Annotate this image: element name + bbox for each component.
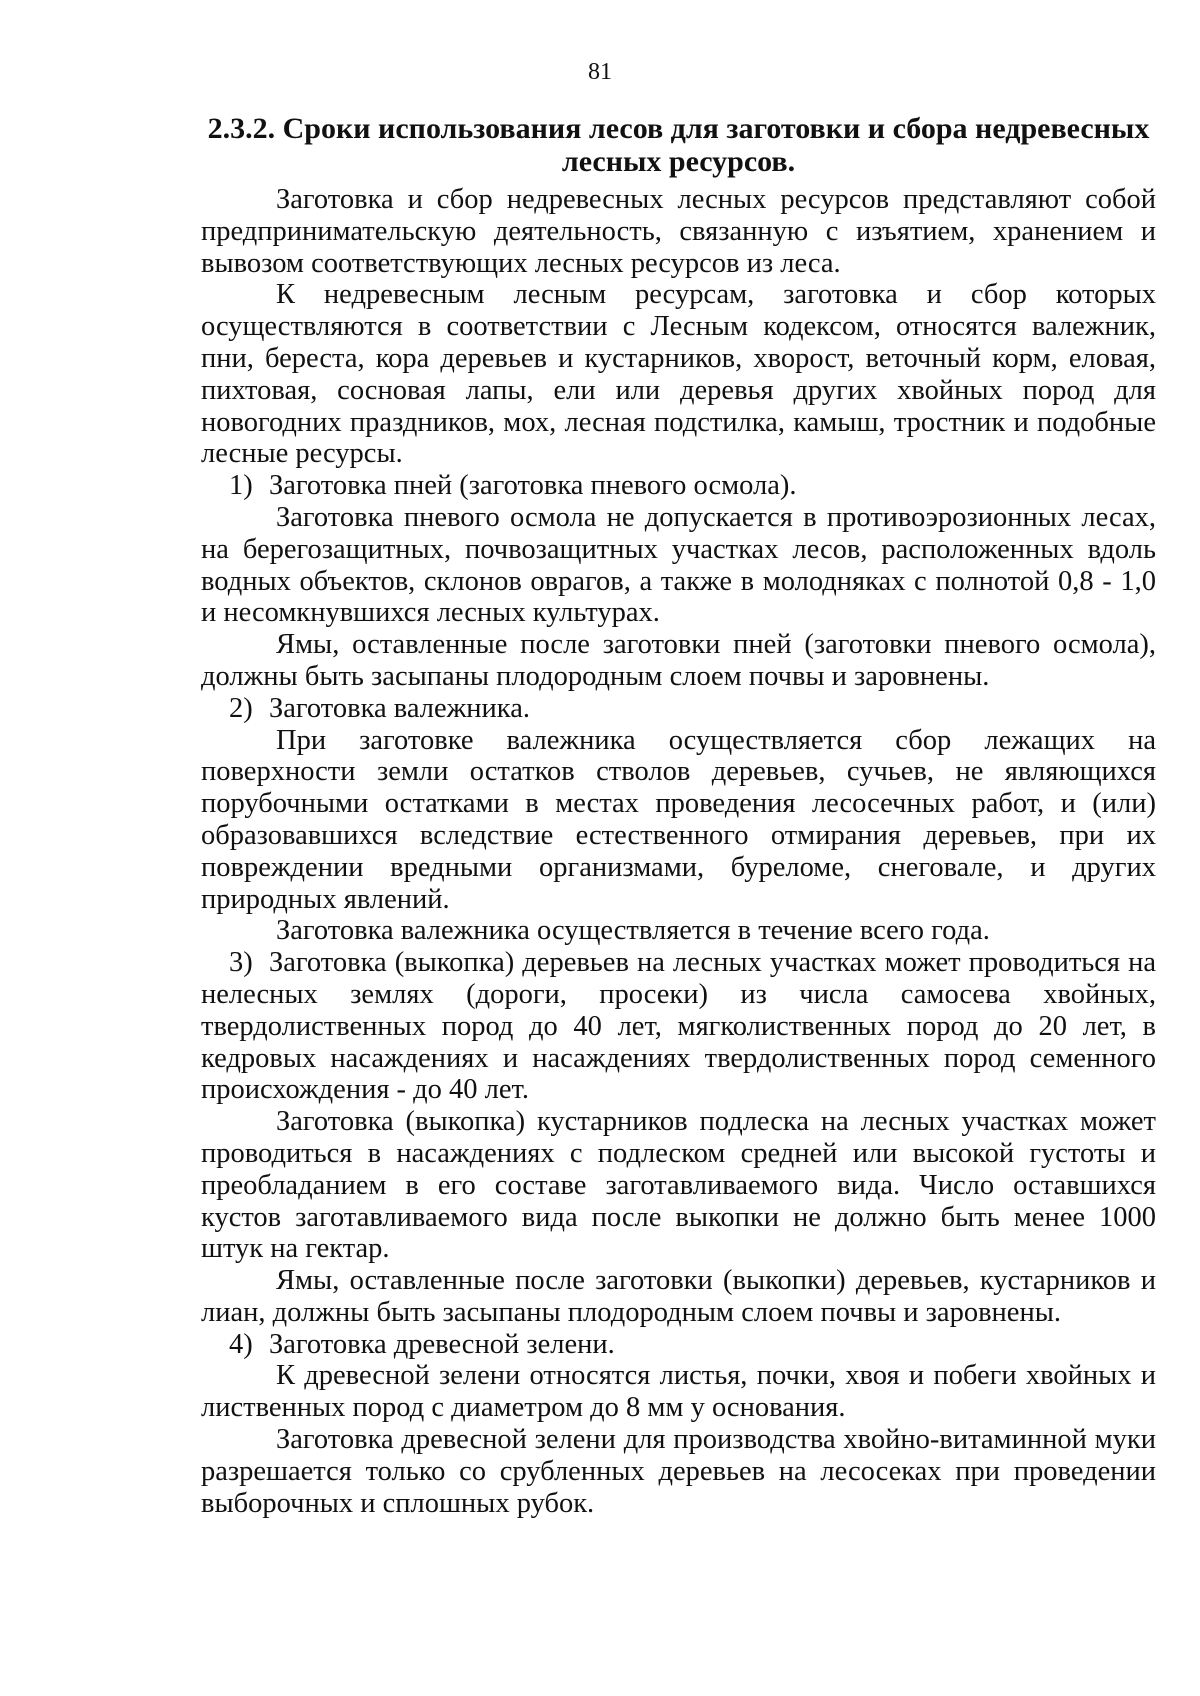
page-number: 81	[588, 59, 612, 85]
paragraph: К древесной зелени относятся листья, почки, хвоя и побеги хвойных и лиственных пород с диаметром до 8 мм у основания.	[201, 1360, 1156, 1424]
numbered-item	[201, 693, 1156, 725]
numbered-item	[201, 470, 1156, 502]
item-text: Заготовка (выкопка) деревьев на лесных участках может проводиться на нелесных землях (дороги, просеки) из числа самосева хвойных, твердолиственных пород до 40 лет, мягколиственных пород до 20 лет, в кедровых насаждениях и насаждениях твердолиственных пород семенного происхождения - до 40 лет.	[201, 947, 1156, 1106]
paragraph: При заготовке валежника осуществляется сбор лежащих на поверхности земли остатков стволов деревьев, сучьев, не являющихся порубочными остатками в местах проведения лесосечных работ, и (или) образовавшихся вследствие естественного отмирания деревьев, при их повреждении вредными организмами, буреломе, снеговале, и других природных явлений.	[201, 724, 1156, 915]
item-text: Заготовка древесной зелени.	[269, 1328, 615, 1360]
numbered-item	[201, 947, 1156, 1106]
item-text: Заготовка валежника.	[269, 692, 530, 724]
item-text: Заготовка пней (заготовка пневого осмола).	[269, 470, 797, 502]
paragraph: Заготовка пневого осмола не допускается в противоэрозионных лесах, на берегозащитных, почвозащитных участках лесов, расположенных вдоль водных объектов, склонов оврагов, а также в молодняках с полнотой 0,8 - 1,0 и несомкнувшихся лесных культурах.	[201, 501, 1156, 629]
paragraph: Ямы, оставленные после заготовки (выкопки) деревьев, кустарников и лиан, должны быть засыпаны плодородным слоем почвы и заровнены.	[201, 1265, 1156, 1328]
paragraph: К недревесным лесным ресурсам, заготовка и сбор которых осуществляются в соответствии с Лесным кодексом, относятся валежник, пни, береста, кора деревьев и кустарников, хворост, веточный корм, еловая, пихтовая, сосновая лапы, ели или деревья других хвойных пород для новогодних праздников, мох, лесная подстилка, камыш, тростник и подобные лесные ресурсы.	[201, 279, 1156, 470]
section-heading: 2.3.2. Сроки использования лесов для заготовки и сбора недревесных лесных ресурсов.	[207, 112, 1150, 178]
numbered-item	[201, 1329, 1156, 1361]
item-number: 4)	[229, 1328, 253, 1360]
paragraph: Ямы, оставленные после заготовки пней (заготовки пневого осмола), должны быть засыпаны плодородным слоем почвы и заровнены.	[201, 629, 1156, 692]
item-number: 3)	[229, 947, 253, 979]
paragraph: Заготовка древесной зелени для производства хвойно-витаминной муки разрешается только со срубленных деревьев на лесосеках при проведении выборочных и сплошных рубок.	[201, 1424, 1156, 1519]
item-number: 1)	[229, 470, 253, 502]
paragraph: Заготовка валежника осуществляется в течение всего года.	[276, 915, 990, 947]
text-blocks	[201, 184, 1156, 1519]
item-number: 2)	[229, 692, 253, 724]
paragraph: Заготовка и сбор недревесных лесных ресурсов представляют собой предпринимательскую деятельность, связанную с изъятием, хранением и вывозом соответствующих лесных ресурсов из леса.	[201, 184, 1156, 279]
paragraph: Заготовка (выкопка) кустарников подлеска на лесных участках может проводиться в насаждениях с подлеском средней или высокой густоты и преобладанием в его составе заготавливаемого вида. Число оставшихся кустов заготавливаемого вида после выкопки не должно быть менее 1000 штук на гектар.	[201, 1106, 1156, 1265]
document-body	[201, 112, 1156, 1519]
